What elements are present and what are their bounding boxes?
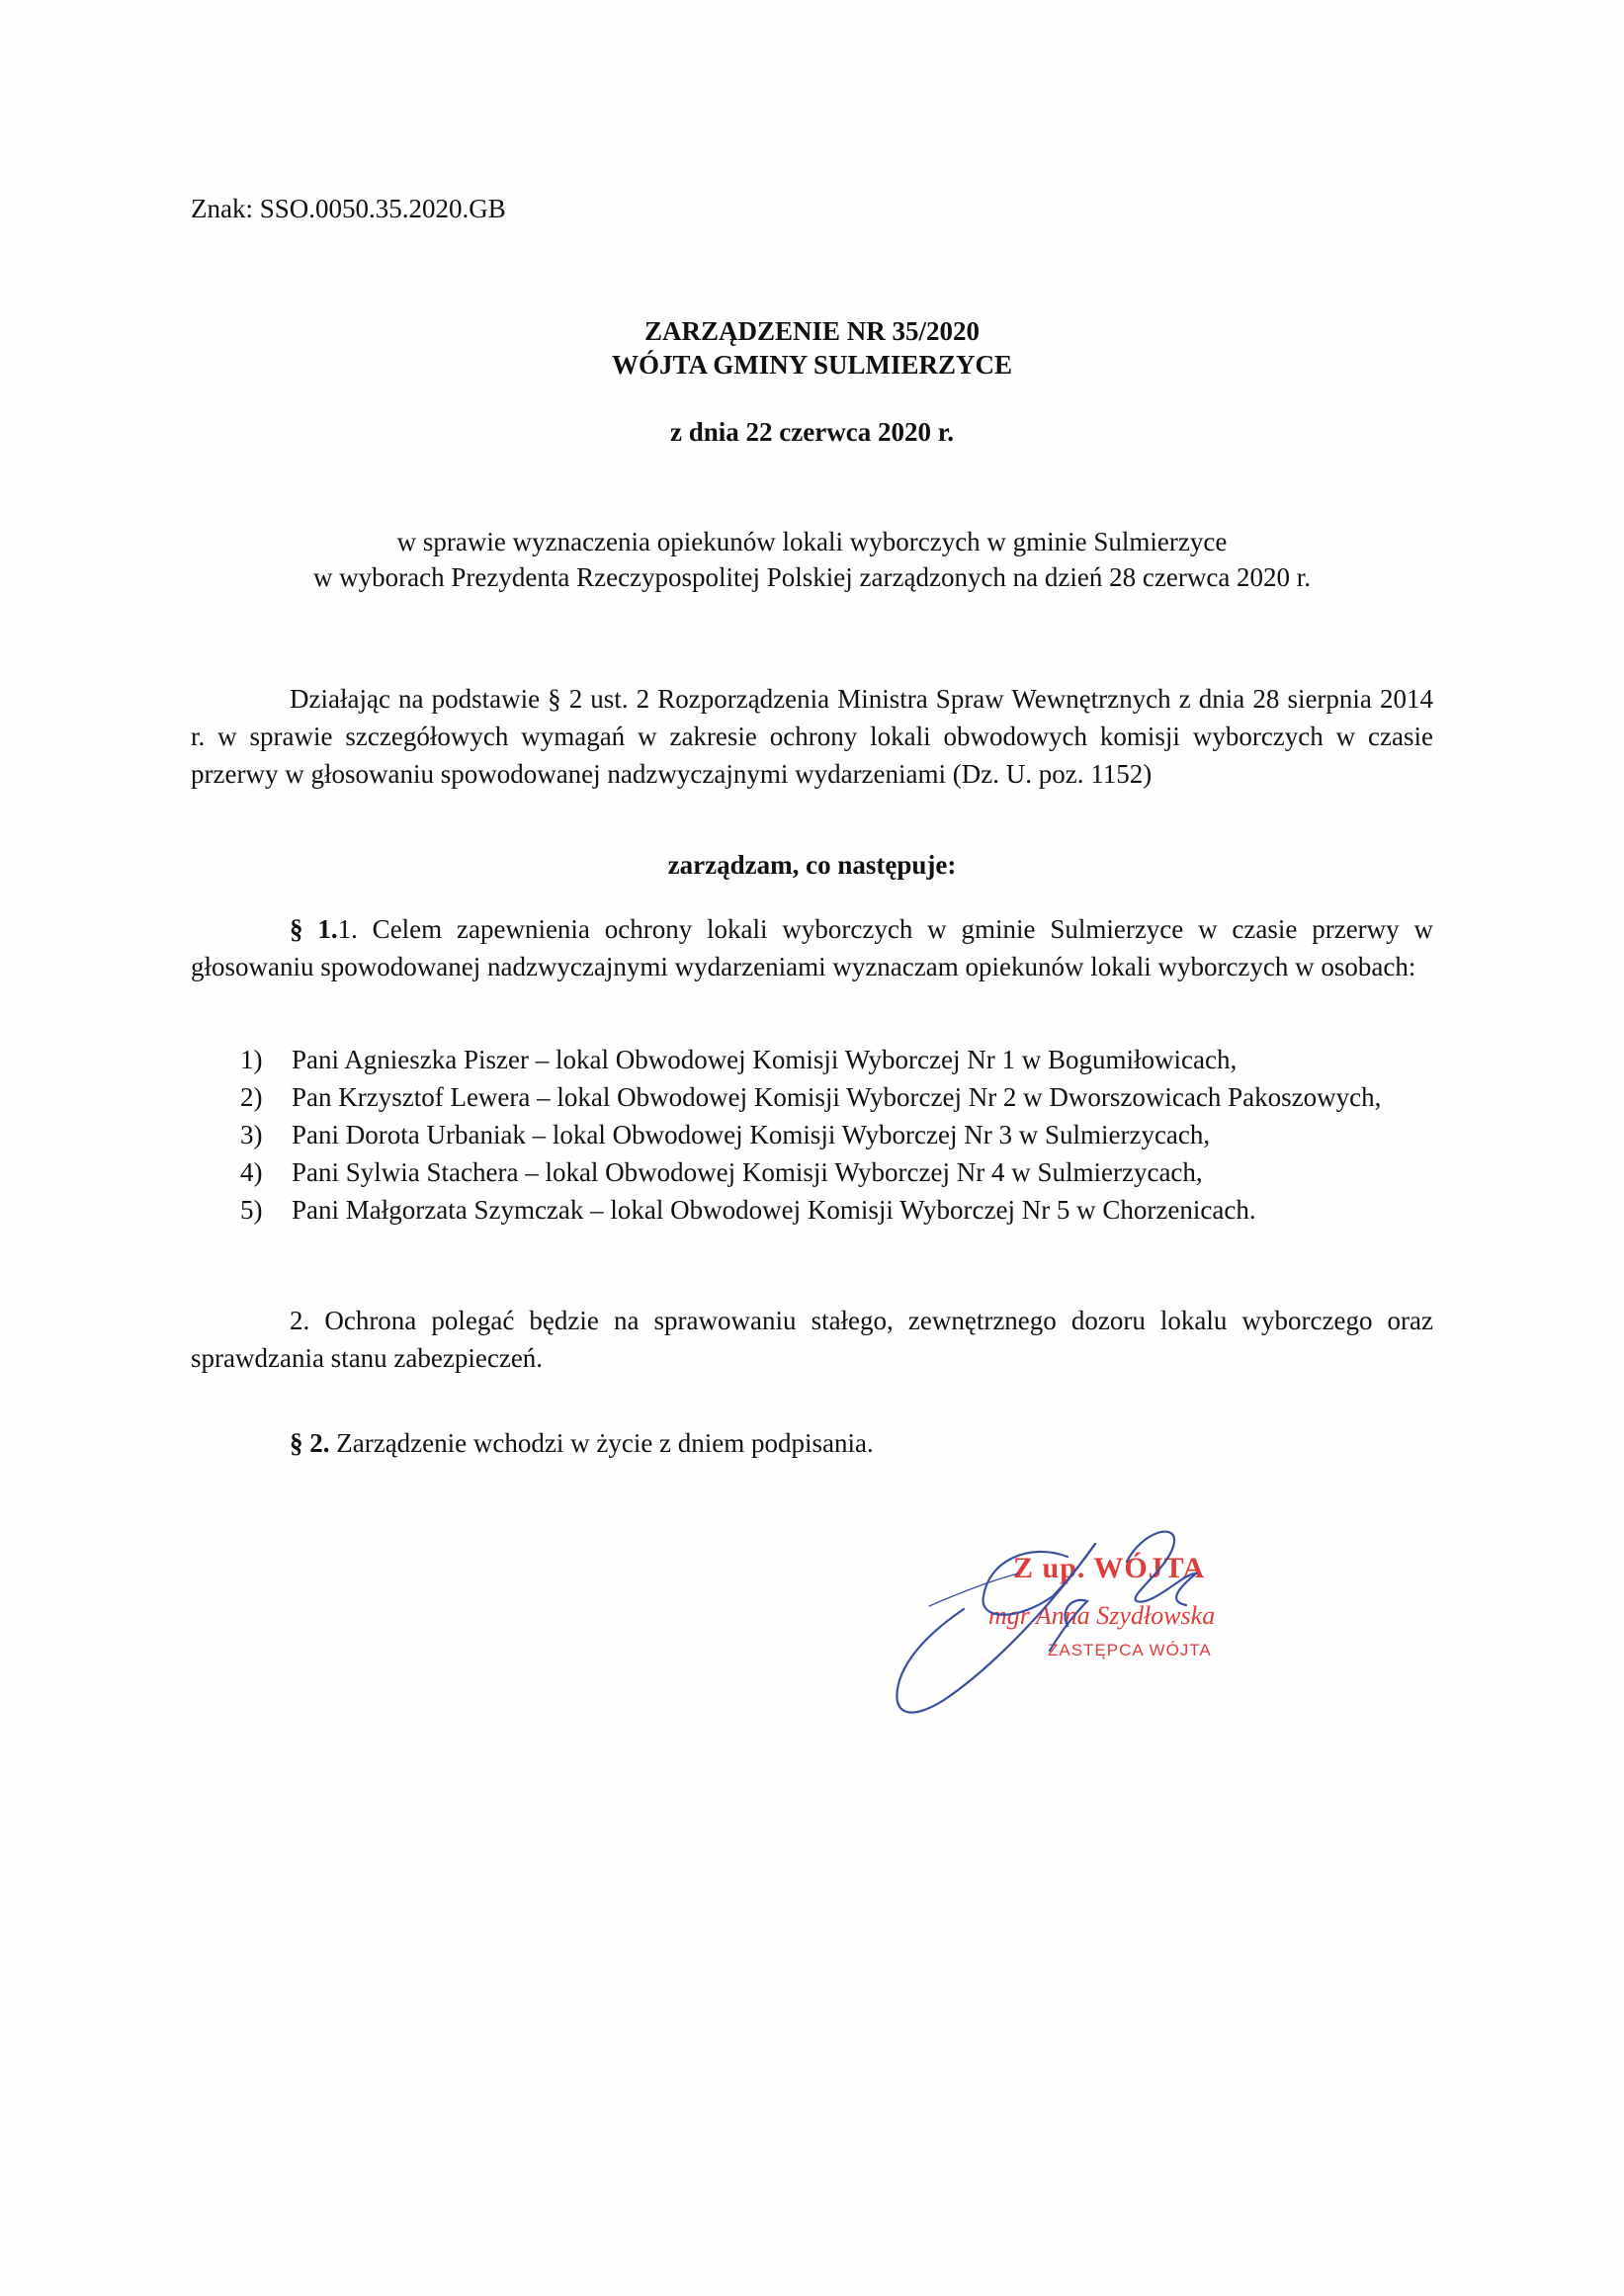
list-item-number: 5): [240, 1195, 263, 1225]
list-item: [191, 1153, 1433, 1191]
list-item: [191, 1116, 1433, 1153]
stamp-line-3: ZASTĘPCA WÓJTA: [1048, 1641, 1212, 1659]
list-item: [191, 1078, 1433, 1116]
document-title: [0, 314, 1624, 382]
stamp-line-1: Z up. WÓJTA: [1013, 1552, 1206, 1584]
official-stamp: [870, 1502, 1305, 1740]
section-1-text: 1. Celem zapewnienia ochrony lokali wyborczych w gminie Sulmierzyce w czasie przerwy w głosowaniu spowodowanej nadzwyczajnymi wydarzeniami wyznaczam opiekunów lokali wyborczych w osobach:: [191, 914, 1433, 981]
section-1-mark: § 1.: [290, 914, 338, 944]
title-line-2: WÓJTA GMINY SULMIERZYCE: [611, 350, 1013, 380]
guardians-list: [191, 1041, 1433, 1229]
list-item-number: 2): [240, 1082, 263, 1112]
decree-heading: zarządzam, co następuje:: [667, 850, 957, 880]
section-1-paragraph: [191, 910, 1433, 985]
reference-number: Znak: SSO.0050.35.2020.GB: [191, 194, 506, 223]
list-item: [191, 1191, 1433, 1229]
section-1-point-2: 2. Ochrona polegać będzie na sprawowaniu stałego, zewnętrznego dozoru lokalu wyborczego oraz sprawdzania stanu zabezpieczeń.: [191, 1306, 1433, 1373]
section-2-mark: § 2.: [290, 1428, 330, 1458]
stamp-line-2: mgr Anna Szydłowska: [988, 1601, 1216, 1630]
title-line-1: ZARZĄDZENIE NR 35/2020: [643, 316, 981, 346]
list-item-text: Pan Krzysztof Lewera – lokal Obwodowej Komisji Wyborczej Nr 2 w Dworszowicach Pakoszowych,: [292, 1082, 1382, 1112]
list-item-text: Pani Dorota Urbaniak – lokal Obwodowej Komisji Wyborczej Nr 3 w Sulmierzycach,: [292, 1120, 1211, 1149]
subject-line-1: w sprawie wyznaczenia opiekunów lokali wyborczych w gminie Sulmierzyce: [396, 527, 1228, 556]
document-subject: [0, 524, 1624, 595]
list-item-text: Pani Małgorzata Szymczak – lokal Obwodowej Komisji Wyborczej Nr 5 w Chorzenicach.: [292, 1195, 1256, 1225]
document-date: z dnia 22 czerwca 2020 r.: [670, 417, 954, 447]
list-item-number: 3): [240, 1120, 263, 1149]
list-item: [191, 1041, 1433, 1078]
list-item-number: 1): [240, 1045, 263, 1074]
subject-line-2: w wyborach Prezydenta Rzeczypospolitej Polskiej zarządzonych na dzień 28 czerwca 2020 r.: [312, 562, 1312, 592]
handwritten-signature: [870, 1502, 1305, 1740]
list-item-text: Pani Sylwia Stachera – lokal Obwodowej Komisji Wyborczej Nr 4 w Sulmierzycach,: [292, 1157, 1203, 1187]
list-item-number: 4): [240, 1157, 263, 1187]
legal-basis-paragraph: Działając na podstawie § 2 ust. 2 Rozporządzenia Ministra Spraw Wewnętrznych z dnia 28 sierpnia 2014 r. w sprawie szczegółowych wymagań w zakresie ochrony lokali obwodowych komisji wyborczych w czasie przerwy w głosowaniu spowodowanej nadzwyczajnymi wydarzeniami (Dz. U. poz. 1152): [191, 684, 1433, 789]
section-2-paragraph: [191, 1424, 1433, 1462]
section-2-text: Zarządzenie wchodzi w życie z dniem podpisania.: [329, 1428, 874, 1458]
list-item-text: Pani Agnieszka Piszer – lokal Obwodowej Komisji Wyborczej Nr 1 w Bogumiłowicach,: [292, 1045, 1238, 1074]
